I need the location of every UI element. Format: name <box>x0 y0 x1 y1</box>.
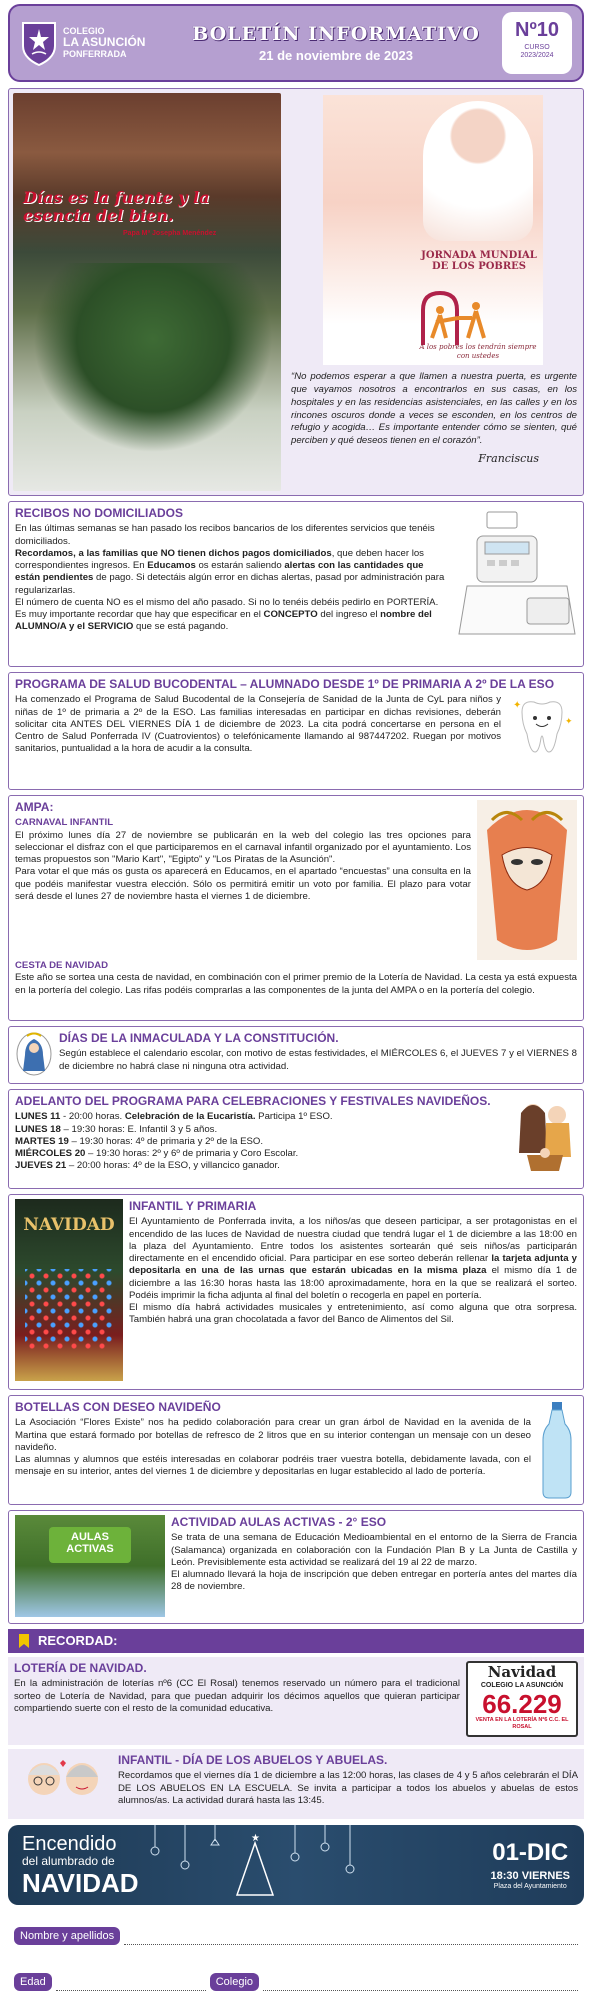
hero-section <box>8 88 584 496</box>
infantil-p1c: el mismo día 1 de diciembre a las 16:30 horas hasta las 18:00 aproximadamente, hora en la que se realizará el sorteo. Podéis imprimir la ficha adjunta al final del boletín o recogerla en papel en portería. <box>129 1265 577 1301</box>
recibos-p3c: del ingreso el <box>317 609 381 621</box>
ampa-title: AMPA: <box>15 800 54 814</box>
lottery-ticket <box>466 1661 578 1737</box>
infantil-section <box>8 1194 584 1390</box>
school-line1: COLEGIO <box>63 25 105 36</box>
poster-subtitle: A los pobres los tendrán siempre con ustedes <box>419 343 537 360</box>
age-label: Edad <box>14 1973 52 1991</box>
poster-title: JORNADA MUNDIAL DE LOS POBRES <box>421 250 537 272</box>
adelanto-title: ADELANTO DEL PROGRAMA PARA CELEBRACIONES Y FESTIVALES NAVIDEÑOS. <box>15 1094 491 1108</box>
grandparents-icon <box>14 1753 112 1809</box>
abuelos-section <box>8 1749 584 1819</box>
name-field[interactable] <box>14 1927 578 1945</box>
poster-title: NAVIDAD <box>23 1215 115 1235</box>
lake-photo <box>13 93 281 491</box>
nativity-icon <box>513 1097 577 1175</box>
adelanto-section <box>8 1089 584 1189</box>
recibos-section <box>8 501 584 667</box>
recibos-p3b: CONCEPTO <box>263 609 318 621</box>
schedule-item <box>15 1124 507 1136</box>
aulas-p1: Se trata de una semana de Educación Medioambiental en el entorno de la Sierra de Francia (Salamanca) organizada en colaboración con la Fundación Plan B y La Junta de Castilla y León. Previsiblemente esta actividad se realizará del 19 al 22 de marzo. <box>171 1532 577 1568</box>
schedule-day: MARTES 19 <box>15 1135 69 1147</box>
recibos-p2c: Educamos <box>147 560 196 572</box>
inmaculada-text: Según establece el calendario escolar, con motivo de estas festividades, el MIÉRCOLES 6, el JUEVES 7 y el VIERNES 8 de diciembre no habrá clase ni ninguna otra actividad. <box>59 1048 577 1072</box>
colegio-line[interactable] <box>263 1979 578 1991</box>
curso-label: CURSO <box>524 43 550 51</box>
salud-section <box>8 672 584 790</box>
ticket-venue: VENTA EN LA LOTERÍA Nº6 C.C. EL ROSAL <box>475 1717 569 1731</box>
loteria-text: En la administración de loterías nº6 (CC El Rosal) tenemos reservado un número para el tradicional sorteo de Lotería de Navidad, para que puedan adquirir los décimos aquellos que quieran participar compartiendo suerte con el resto de la comunidad educativa. <box>14 1678 460 1714</box>
bottle-icon <box>537 1400 577 1500</box>
banner-date-block <box>491 1838 570 1892</box>
banner-line1: Encendido <box>22 1833 117 1856</box>
infantil-p1a: El Ayuntamiento de Ponferrada invita, a los niños/as que deseen participar, a ser protagonistas en el encendido de las luces de Navidad de nuestra ciudad que tendrá lugar el 1 de diciembre a las 18:00 en la plaza del Ayuntamiento. Entre todos los asistentes sortearán qué seis niños/as participarán directamente en el encendido oficial. Para participar en ese sorteo deberán rellenar <box>129 1216 577 1265</box>
bookmark-icon <box>18 1633 30 1649</box>
ampa-p1: El próximo lunes día 27 de noviembre se publicarán en la web del colegio las tres opciones para seleccionar el disfraz con el que participaremos en el carnaval infantil organizado por el ayuntamiento. Los temas propuestos son "Mario Kart", "Egipto" y "Los Piratas de la Asunción". <box>15 829 471 866</box>
salud-text: Ha comenzado el Programa de Salud Bucodental de la Consejería de Sanidad de la Junta de CyL para niños y niñas de 1º de primaria a 2º de la ESO. Las familias interesadas en participar en dichas revisiones, deberán solicitar cita ANTES DEL VIERNES DÍA 1 de diciembre de 2023. La cita podrá concertarse en persona en el Centro de Salud Ponferrada IV (Cuatrovientos) o telefónicamente llamando al 987447202. Ruegan por motivos sanitarios, puntualidad a la hora de acudir a la consulta. <box>15 694 501 755</box>
infantil-p2: El mismo día habrá actividades musicales y entretenimiento, así como alguna que otra sorpresa. También habrá una gran chocolatada a favor del Banco de Alimentos del Sil. <box>129 1302 577 1326</box>
christmas-ornaments-icon <box>145 1825 365 1905</box>
abuelos-text: Recordamos que el viernes día 1 de diciembre a las 12:00 horas, las clases de 4 y 5 años celebrarán el DÍA DE LOS ABUELOS EN LA ESCUELA. Se invita a participar a todos los abuelos y abuelas de estos alumnos/as. La actividad durará hasta las 13:45. <box>118 1770 578 1806</box>
carnaval-subtitle: CARNAVAL INFANTIL <box>15 817 114 829</box>
ampa-p3: Este año se sortea una cesta de navidad, en combinación con el primer premio de la Lotería de Navidad. La cesta ya está expuesta en la portería del colegio. Las rifas podéis comprarlas a las componentes de la junta del AMPA o en la portería del colegio. <box>15 972 577 996</box>
schedule-item <box>15 1148 507 1160</box>
recibos-p3e: que se está pagando. <box>133 621 229 633</box>
aulas-activas-logo: AULAS ACTIVAS <box>49 1527 131 1563</box>
cesta-subtitle: CESTA DE NAVIDAD <box>15 960 109 971</box>
pope-signature: Franciscus <box>478 452 539 466</box>
ampa-section <box>8 795 584 1021</box>
schedule-item <box>15 1136 507 1148</box>
pope-quote: “No podemos esperar a que llamen a nuestra puerta, es urgente que vayamos nosotros a encontrarlos en sus casas, en los hospitales y en las residencias asistenciales, en las calles y en los rincones oscuros donde a veces se esconden, en los centros de refugio y acogida… Es importante entender cómo se sienten, qué perciben y qué deseos tienen en el corazón”. <box>291 371 577 447</box>
tooth-icon <box>507 694 577 764</box>
schedule-text: – 20:00 horas: 4º de la ESO, y villancico ganador. <box>66 1160 280 1172</box>
aulas-p2: El alumnado llevará la hoja de inscripción que deben entregar en portería antes del martes día 28 de noviembre. <box>171 1569 577 1593</box>
infantil-p1b: la tarjeta adjunta y depositarla en una de las urnas que estarán ubicadas en la misma plaza <box>129 1253 577 1277</box>
banner-line2: del alumbrado de <box>22 1854 115 1869</box>
banner-time: 18:30 VIERNES <box>490 1869 570 1882</box>
schedule-day: JUEVES 21 <box>15 1160 67 1172</box>
virgin-mary-icon <box>15 1031 53 1077</box>
recibos-p3a: El número de cuenta NO es el mismo del año pasado. Si no lo tenéis debéis pedirlo en PORTERÍA. Es muy importante recordar que hay que especificar en el <box>15 596 439 621</box>
botellas-section <box>8 1395 584 1505</box>
schedule-day: MIÉRCOLES 20 <box>15 1148 86 1160</box>
bulletin-title: BOLETÍN INFORMATIVO <box>192 22 480 45</box>
schedule-item <box>15 1111 507 1123</box>
ampa-p2: Para votar el que más os gusta os aparecerá en Educamos, en el apartado “encuestas” una consulta en la que podéis manifestar vuestra elección. Sólo os permitirá emitir un voto por familia. El plazo para votar será desde el lunes 27 de noviembre hasta el viernes 1 de diciembre. <box>15 866 471 902</box>
recibos-p2d: os estarán saliendo <box>195 560 285 572</box>
recibos-p2e: alertas con las cantidades que están pendientes <box>15 560 424 584</box>
schedule-text: – 19:30 horas: 4º de primaria y 2º de la ESO. <box>68 1135 264 1147</box>
recordad-label: RECORDAD: <box>38 1632 118 1648</box>
shield-icon <box>20 20 58 66</box>
botellas-p1: La Asociación “Flores Existe” nos ha pedido colaboración para crear un gran árbol de Navidad en la avenida de la Martina que estará formado por botellas de refresco de 2 litros que en su interior contengan un mensaje con un deseo navideño. <box>15 1417 531 1453</box>
schedule-text: - 20:00 horas. <box>60 1111 125 1123</box>
inmaculada-section <box>8 1026 584 1084</box>
alumbrado-banner <box>8 1825 584 1905</box>
svg-text:✦: ✦ <box>513 700 522 712</box>
recibos-p3d: nombre del ALUMNO/A y el SERVICIO <box>15 609 432 633</box>
colegio-label: Colegio <box>210 1973 259 1991</box>
recibos-p1: En las últimas semanas se han pasado los recibos bancarios de los diferentes servicios que tenéis domiciliados. <box>15 523 435 547</box>
schedule-day: LUNES 11 <box>15 1111 61 1123</box>
ticket-title: Navidad <box>487 1663 557 1681</box>
school-logo <box>20 20 170 66</box>
age-colegio-row <box>14 1973 578 1991</box>
loteria-section <box>8 1657 584 1745</box>
svg-text:★: ★ <box>250 1833 260 1844</box>
photo-caption: Papa Mª Josepha Menéndez <box>123 230 217 237</box>
schedule-rest: Participa 1º ESO. <box>255 1111 333 1123</box>
header <box>8 4 584 82</box>
school-line3: PONFERRADA <box>63 48 127 59</box>
aulas-activas-image <box>15 1515 165 1617</box>
schedule-day: LUNES 18 <box>15 1123 61 1135</box>
svg-text:✦: ✦ <box>565 716 573 727</box>
abuelos-title: INFANTIL - DÍA DE LOS ABUELOS Y ABUELAS. <box>118 1753 388 1767</box>
loteria-title: LOTERÍA DE NAVIDAD. <box>14 1661 147 1675</box>
banner-place: Plaza del Ayuntamiento <box>493 1882 567 1890</box>
salud-title: PROGRAMA DE SALUD BUCODENTAL – ALUMNADO DESDE 1º DE PRIMARIA A 2º DE LA ESO <box>15 677 555 691</box>
jornada-pobres-poster <box>323 95 543 365</box>
name-line[interactable] <box>124 1933 578 1945</box>
recibos-p2b: , que deben hacer los correspondientes ingresos. En <box>15 547 424 572</box>
botellas-title: BOTELLAS CON DESEO NAVIDEÑO <box>15 1400 221 1414</box>
ticket-school: COLEGIO LA ASUNCIÓN <box>480 1682 564 1690</box>
photo-title: Días es la fuente y la esencia del bien. <box>23 188 210 225</box>
aulas-section <box>8 1510 584 1624</box>
recibos-p2f: de pago. Si detectáis algún error en dichas alertas, pasad por administración para regularizarlas. <box>15 572 445 596</box>
inmaculada-title: DÍAS DE LA INMACULADA Y LA CONSTITUCIÓN. <box>59 1031 339 1045</box>
recibos-title: RECIBOS NO DOMICILIADOS <box>15 506 184 520</box>
schedule-list <box>15 1111 507 1175</box>
issue-number-box <box>502 12 572 74</box>
pope-image <box>423 101 533 241</box>
curso-value: 2023/2024 <box>520 51 554 59</box>
bulletin-date: 21 de noviembre de 2023 <box>259 47 413 63</box>
ticket-number: 66.229 <box>482 1689 562 1720</box>
banner-line3: NAVIDAD <box>22 1867 139 1898</box>
recordad-bar <box>8 1629 584 1653</box>
recibos-p2a: Recordamos, a las familias que NO tienen dichos pagos domiciliados <box>15 547 332 559</box>
carnival-mask-image <box>477 800 577 960</box>
cash-register-icon <box>457 506 577 646</box>
school-line2: LA ASUNCIÓN <box>63 35 146 50</box>
entry-form <box>8 1927 584 1991</box>
name-label: Nombre y apellidos <box>14 1927 120 1945</box>
schedule-text: – 19:30 horas: 2º y 6º de primaria y Coro Escolar. <box>85 1148 299 1160</box>
botellas-p2: Las alumnas y alumnos que estéis interesadas en colaborar podréis traer vuestra botella, debidamente lavada, con el mensaje en su interior, antes del viernes 1 de diciembre y depositarlas en lugar establecido al lado de portería. <box>15 1454 531 1478</box>
age-line[interactable] <box>56 1979 206 1991</box>
infantil-title: INFANTIL Y PRIMARIA <box>129 1199 257 1213</box>
issue-number: Nº10 <box>515 19 559 41</box>
banner-date: 01-DIC <box>492 1839 569 1867</box>
navidad-poster <box>15 1199 123 1381</box>
schedule-item <box>15 1160 507 1172</box>
schedule-text: – 19:30 horas: E. Infantil 3 y 5 años. <box>60 1123 218 1135</box>
door-figures-icon <box>418 290 503 345</box>
aulas-title: ACTIVIDAD AULAS ACTIVAS - 2° ESO <box>171 1515 387 1529</box>
schedule-bold: Celebración de la Eucaristía. <box>124 1111 256 1123</box>
